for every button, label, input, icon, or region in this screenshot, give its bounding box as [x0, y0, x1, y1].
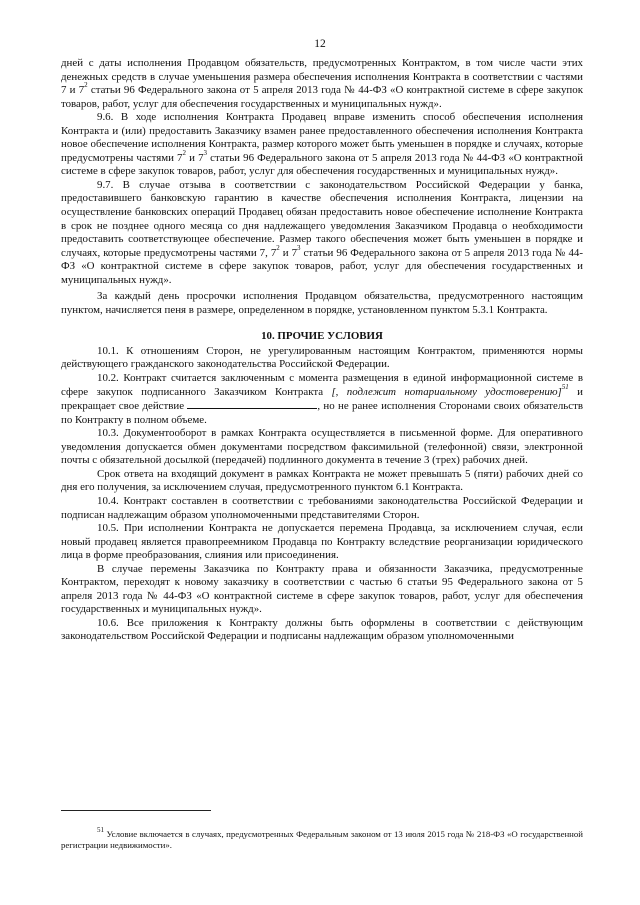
- paragraph-10-5: 10.5. При исполнении Контракта не допускается перемена Продавца, за исключением случая, если новый продавец является правопреемником Продавца по Контракту вследствие реорганизации юридического лица в форме преобразования, слияния или присоединения.: [61, 522, 583, 562]
- page-number: 12: [314, 38, 326, 50]
- document-body: [61, 57, 583, 644]
- footnote-separator: [61, 810, 211, 811]
- paragraph-9-7: 9.7. В случае отзыва в соответствии с законодательством Российской Федерации у банка, предоставившего банковскую гарантию в качестве обеспечения исполнения Контракта, лицензии на осуществление банковских операций Продавец обязан предоставить новое обеспечение исполнение Контракта в срок не позднее одного месяца со дня надлежащего уведомления Заказчиком Продавца о необходимости предоставить соответствующее обеспечение. Размер такого обеспечения может быть уменьшен в порядке и случаях, которые предусмотрены частями 7, $7^2$ и $7^3$ статьи 96 Федерального закона от 5 апреля 2013 года № 44-ФЗ «О контрактной системе в сфере закупок товаров, работ, услуг для обеспечения государственных и муниципальных нужд».: [61, 178, 583, 286]
- paragraph-10-4: 10.4. Контракт составлен в соответствии с требованиями законодательства Российской Федерации и подписан надлежащим образом уполномоченными представителями Сторон.: [61, 494, 583, 521]
- paragraph-continuation: дней с даты исполнения Продавцом обязательств, предусмотренных Контрактом, в том числе части этих денежных средств в случае уменьшения размера обеспечения исполнения Контракта в соответствии с частями 7 и $7^2$ статьи 96 Федерального закона от 5 апреля 2013 года № 44-ФЗ «О контрактной системе в сфере закупок товаров, работ, услуг для обеспечения государственных и муниципальных нужд».: [61, 57, 583, 110]
- paragraph-10-5-customer: В случае перемены Заказчика по Контракту права и обязанности Заказчика, предусмотренные Контрактом, переходят к новому заказчику в соответствии с частью 6 статьи 95 Федерального закона от 5 апреля 2013 года № 44-ФЗ «О контрактной системе в сфере закупок товаров, работ, услуг для обеспечения государственных и муниципальных нужд».: [61, 562, 583, 616]
- footnote-reference: 51: [561, 382, 569, 391]
- blank-line: [187, 399, 317, 409]
- paragraph-10-1: 10.1. К отношениям Сторон, не урегулированным настоящим Контрактом, применяются нормы действующего гражданского законодательства Российской Федерации.: [61, 344, 583, 371]
- paragraph-10-3: 10.3. Документооборот в рамках Контракта осуществляется в письменной форме. Для оперативного уведомления допускается обмен документами посредством факсимильной (телефонной) связи, электронной почты с обязательной досылкой (передачей) подлинного документа в течение 3 (трех) рабочих дней.: [61, 427, 583, 467]
- paragraph-10-2: 10.2. Контракт считается заключенным с момента размещения в единой информационной системе в сфере закупок подписанного Заказчиком Контракта [, подлежит нотариальному удостоверению]$^{51}$ и прекращает свое действие , но не ранее исполнения Сторонами своих обязательств по Контракту в полном объеме.: [61, 372, 583, 426]
- paragraph-10-3-response: Срок ответа на входящий документ в рамках Контракта не может превышать 5 (пяти) рабочих дней со дня его получения, за исключением случая, предусмотренного пунктом 6.1 Контракта.: [61, 467, 583, 494]
- paragraph-10-6: 10.6. Все приложения к Контракту должны быть оформлены в соответствии с действующим законодательством Российской Федерации и подписаны надлежащим образом уполномоченными: [61, 616, 583, 643]
- paragraph-penalty: За каждый день просрочки исполнения Продавцом обязательства, предусмотренного настоящим пунктом, начисляется пеня в размере, определенном в порядке, установленном пунктом 5.3.1 Контракта.: [61, 290, 583, 316]
- paragraph-9-6: 9.6. В ходе исполнения Контракта Продавец вправе изменить способ обеспечения исполнения Контракта и (или) предоставить Заказчику взамен ранее предоставленного обеспечения исполнения Контракта новое обеспечение исполнения Контракта, размер которого может быть уменьшен в порядке и случаях, которые предусмотрены частями $7^2$ и $7^3$ статьи 96 Федерального закона от 5 апреля 2013 года № 44-ФЗ «О контрактной системе в сфере закупок товаров, работ, услуг для обеспечения государственных и муниципальных нужд».: [61, 111, 583, 178]
- footnote: $^{51}$ Условие включается в случаях, предусмотренных Федеральным законом от 13 июля 2015 года № 218-ФЗ «О государственной регистрации недвижимости».: [61, 825, 583, 851]
- section-heading: 10. ПРОЧИЕ УСЛОВИЯ: [261, 330, 383, 343]
